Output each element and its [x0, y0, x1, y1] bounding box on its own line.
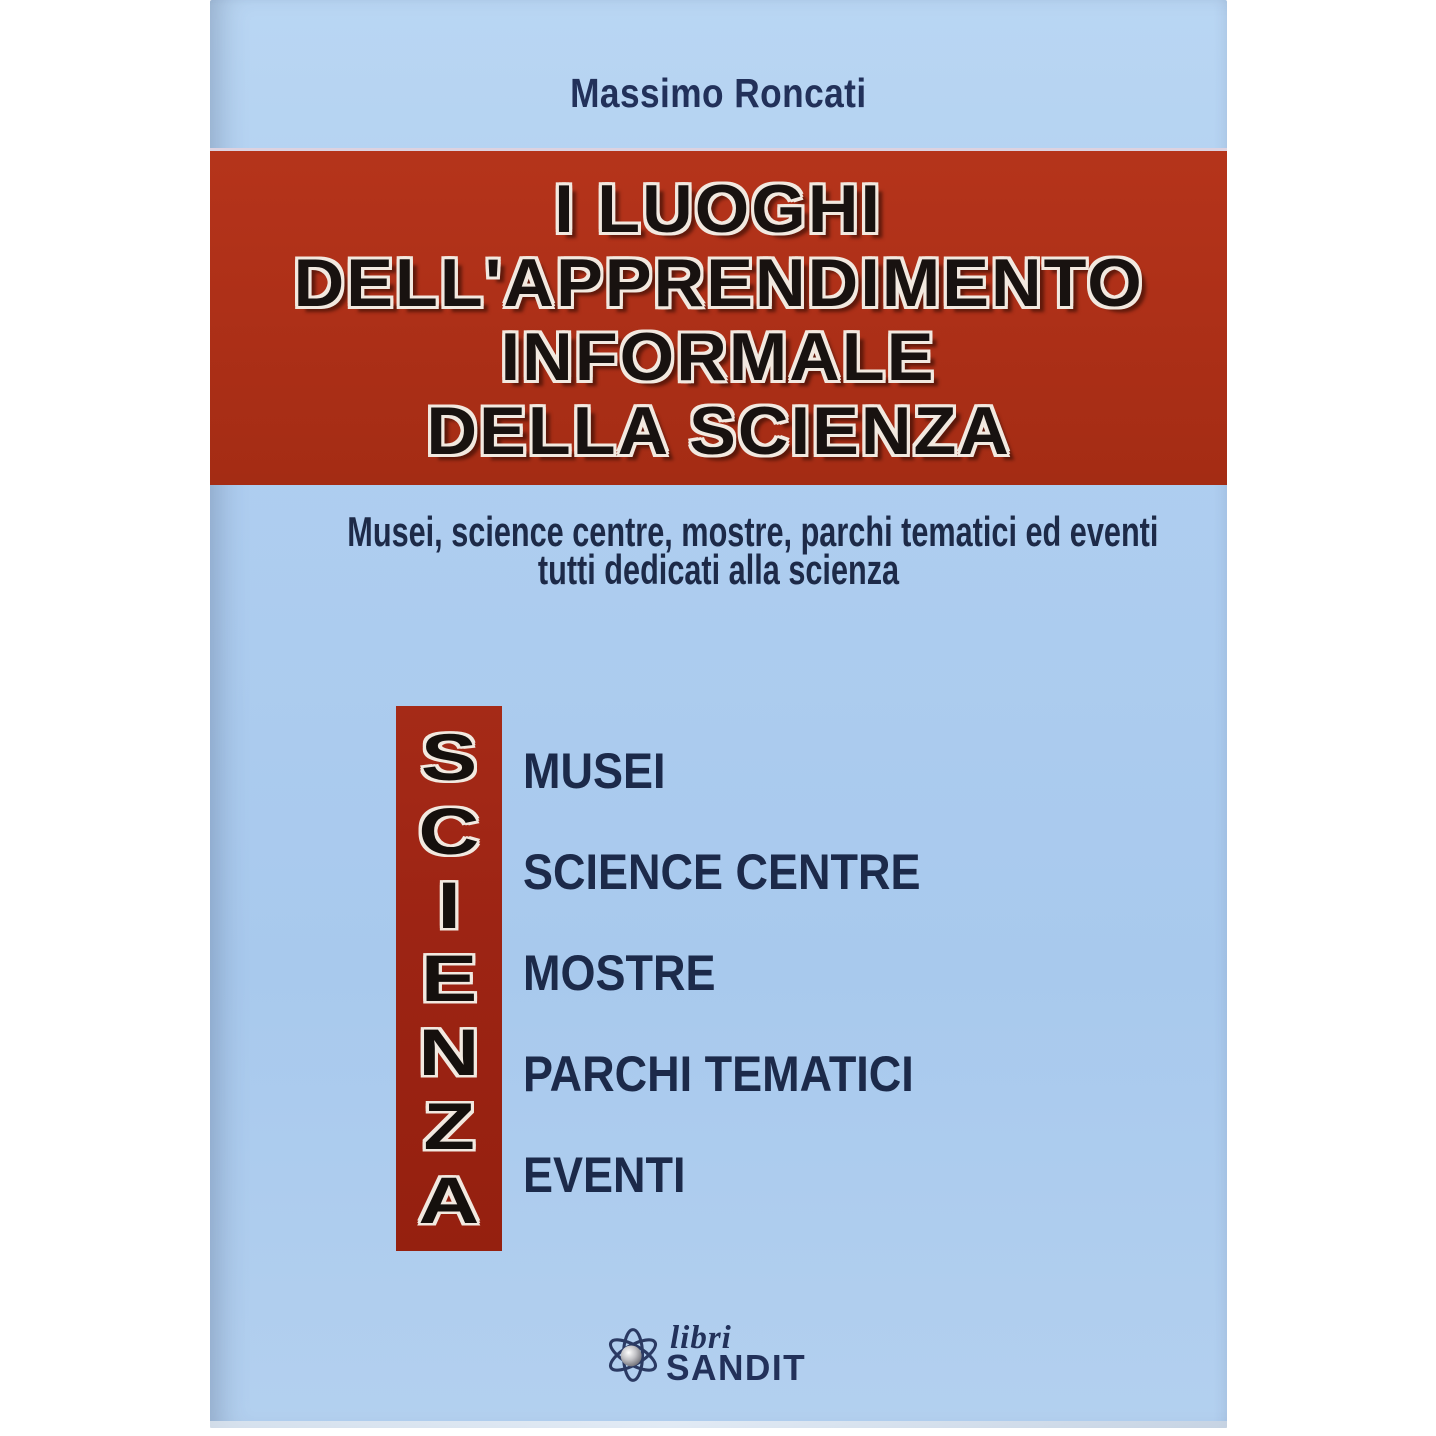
- author-name-text: Massimo Roncati: [570, 70, 867, 116]
- publisher-imprint: libri: [670, 1319, 732, 1356]
- cover-bottom-edge: [210, 1421, 1227, 1428]
- publisher-logo: [604, 1319, 809, 1388]
- book-cover: [210, 0, 1227, 1428]
- list-item: MOSTRE: [523, 945, 716, 1001]
- title-line-3: INFORMALE: [501, 319, 936, 395]
- scienza-letter: C: [418, 793, 480, 868]
- title-banner: [210, 148, 1227, 485]
- list-item: SCIENCE CENTRE: [523, 844, 921, 900]
- subtitle: [210, 508, 1227, 593]
- scienza-letter: A: [418, 1162, 480, 1237]
- subtitle-line-2: tutti dedicati alla scienza: [537, 546, 900, 593]
- title-line-4: DELLA SCIENZA: [426, 393, 1011, 469]
- title-line-2: DELL'APPRENDIMENTO: [293, 245, 1144, 321]
- author-name: [210, 70, 1227, 117]
- scienza-letter: E: [420, 941, 478, 1016]
- scienza-letter: S: [420, 719, 478, 794]
- scienza-letter: N: [418, 1015, 480, 1090]
- title-line-1: I LUOGHI: [554, 171, 883, 247]
- publisher-name: SANDIT: [666, 1346, 807, 1388]
- scienza-letter: Z: [423, 1089, 475, 1164]
- publisher-text: [666, 1319, 809, 1388]
- atom-icon: [604, 1326, 662, 1384]
- list-item: PARCHI TEMATICI: [523, 1046, 914, 1102]
- topic-list: [523, 743, 965, 1203]
- scienza-letter: I: [437, 867, 461, 942]
- list-item: EVENTI: [523, 1147, 686, 1203]
- scienza-vertical-banner: [396, 706, 502, 1251]
- list-item: MUSEI: [523, 743, 666, 799]
- subtitle-line-1: Musei, science centre, mostre, parchi tematici ed eventi: [347, 508, 1159, 555]
